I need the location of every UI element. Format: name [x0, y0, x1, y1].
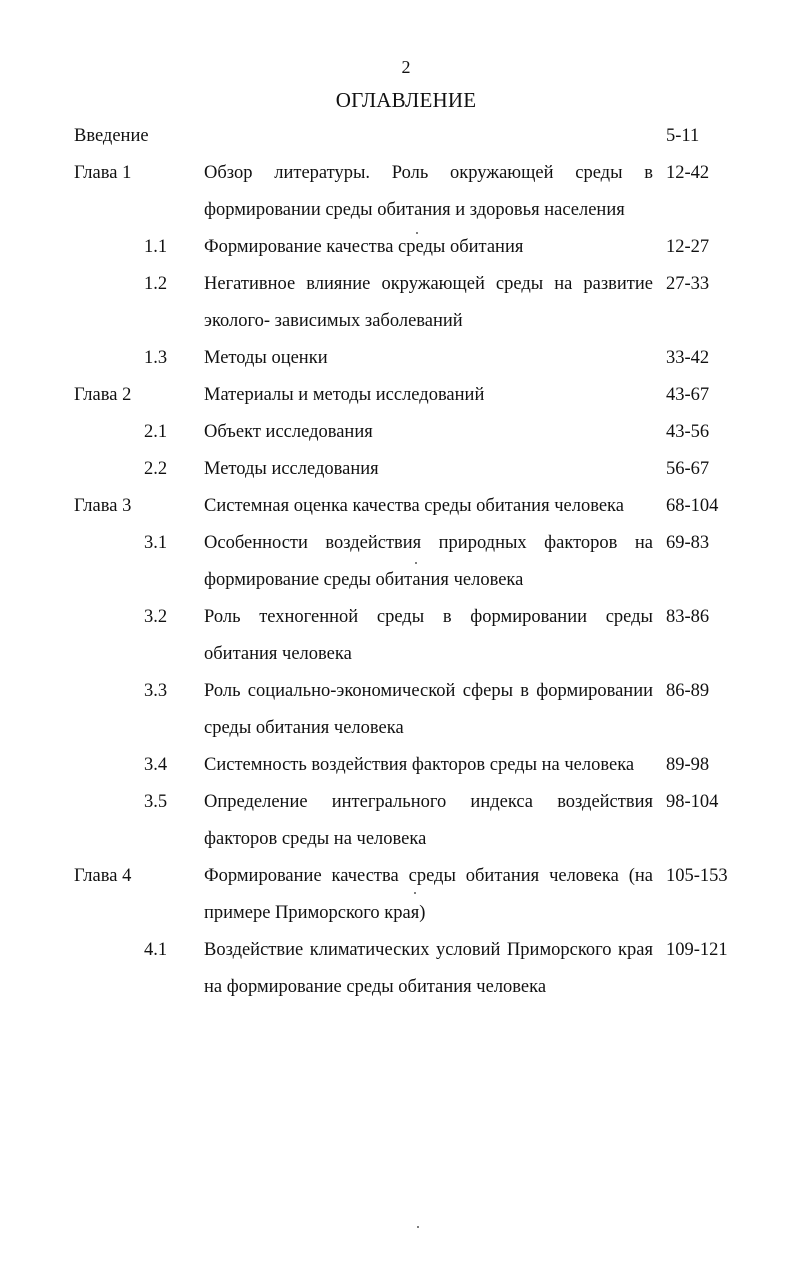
toc-title: Формирование качества среды обитания человека (на примере Приморского края): [204, 866, 653, 923]
toc-pages: 43-56: [666, 422, 710, 442]
toc-title: Особенности воздействия природных факторов на формирование среды обитания человека: [204, 533, 653, 590]
toc-label: 1.3: [144, 348, 168, 368]
toc-title: Объект исследования: [204, 422, 373, 442]
scan-speck: [414, 892, 416, 894]
toc-row-section-1-1: [0, 229, 797, 266]
toc-title: Роль социально-экономической сферы в формировании среды обитания человека: [204, 681, 653, 738]
page-number: 2: [401, 57, 411, 77]
toc-title: Материалы и методы исследований: [204, 385, 485, 405]
toc-label: Введение: [74, 126, 149, 146]
toc-pages: 83-86: [666, 607, 710, 627]
document-title: ОГЛАВЛЕНИЕ: [335, 88, 477, 112]
toc-row-section-1-2: [0, 266, 797, 340]
toc-label: 3.4: [144, 755, 168, 775]
toc-pages: 98-104: [666, 792, 719, 812]
toc-pages: 33-42: [666, 348, 710, 368]
toc-pages: 105-153: [666, 866, 728, 886]
toc-title: Воздействие климатических условий Приморского края на формирование среды обитания человека: [204, 940, 653, 997]
toc-label: 2.2: [144, 459, 168, 479]
toc-label: 1.2: [144, 274, 168, 294]
toc-title: Методы оценки: [204, 348, 328, 368]
toc-label: 3.5: [144, 792, 168, 812]
toc-title: Формирование качества среды обитания: [204, 237, 524, 257]
toc-title: Системность воздействия факторов среды на человека: [204, 755, 635, 775]
toc-label: Глава 2: [74, 385, 132, 405]
toc-row-section-3-4: [0, 747, 797, 784]
scan-speck: [417, 1226, 419, 1228]
toc-row-section-3-3: [0, 673, 797, 747]
toc-label: 1.1: [144, 237, 168, 257]
toc-label: Глава 4: [74, 866, 132, 886]
toc-label: 2.1: [144, 422, 168, 442]
toc-row-section-3-5: [0, 784, 797, 858]
toc-pages: 69-83: [666, 533, 710, 553]
toc-pages: 27-33: [666, 274, 710, 294]
toc-label: Глава 1: [74, 163, 132, 183]
toc-pages: 43-67: [666, 385, 710, 405]
toc-row-chapter-1: [0, 155, 797, 229]
scan-speck: [415, 562, 417, 564]
toc-row-introduction: [0, 118, 797, 155]
toc-pages: 56-67: [666, 459, 710, 479]
toc-pages: 89-98: [666, 755, 710, 775]
toc-row-chapter-2: [0, 377, 797, 414]
toc-title: Определение интегрального индекса воздействия факторов среды на человека: [204, 792, 653, 849]
toc-label: 3.2: [144, 607, 168, 627]
toc-title: Системная оценка качества среды обитания человека: [204, 496, 624, 516]
toc-label: 3.3: [144, 681, 168, 701]
toc-label: Глава 3: [74, 496, 132, 516]
toc-pages: 5-11: [666, 126, 700, 146]
toc-row-chapter-3: [0, 488, 797, 525]
toc-row-section-2-2: [0, 451, 797, 488]
toc-title: Обзор литературы. Роль окружающей среды в формировании среды обитания и здоровья населения: [204, 163, 653, 220]
toc-title: Роль техногенной среды в формировании среды обитания человека: [204, 607, 653, 664]
toc-pages: 68-104: [666, 496, 719, 516]
toc-title: [204, 118, 653, 155]
toc-row-section-3-1: [0, 525, 797, 599]
scan-speck: [416, 232, 418, 234]
toc-row-chapter-4: [0, 858, 797, 932]
toc-row-section-4-1: [0, 932, 797, 1006]
toc-pages: 12-27: [666, 237, 710, 257]
table-of-contents: [0, 118, 797, 1006]
toc-pages: 109-121: [666, 940, 728, 960]
toc-row-section-1-3: [0, 340, 797, 377]
toc-title: Негативное влияние окружающей среды на развитие эколого- зависимых заболеваний: [204, 274, 653, 331]
toc-title: Методы исследования: [204, 459, 379, 479]
toc-pages: 12-42: [666, 163, 710, 183]
toc-row-section-3-2: [0, 599, 797, 673]
toc-row-section-2-1: [0, 414, 797, 451]
toc-label: 3.1: [144, 533, 168, 553]
toc-pages: 86-89: [666, 681, 710, 701]
toc-label: 4.1: [144, 940, 168, 960]
